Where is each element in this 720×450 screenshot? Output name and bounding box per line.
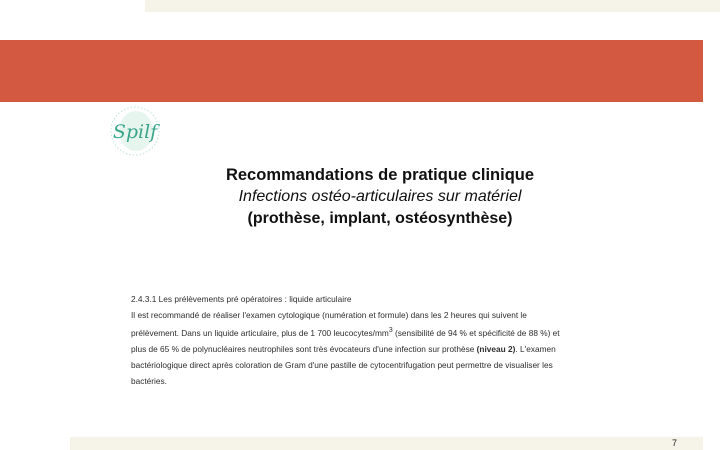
excerpt-body [131, 307, 569, 389]
evidence-level: (niveau 2) [476, 343, 516, 354]
spilf-logo [106, 105, 164, 157]
excerpt-text-3: . L'examen bactériologique direct après coloration de Gram d'une pastille de cytocentrifugation peut permettre de visualiser les bactéries. [131, 343, 556, 386]
top-decor-strip [145, 0, 720, 12]
excerpt-heading: 2.4.3.1 Les prélèvements pré opératoires : liquide articulaire [131, 294, 352, 304]
title-line-3: (prothèse, implant, ostéosynthèse) [247, 210, 513, 227]
footer-decor-strip [70, 437, 703, 450]
logo-text: Spilf [112, 121, 158, 143]
excerpt-superscript: 3 [388, 327, 393, 334]
header-band [0, 40, 703, 102]
excerpt-text-2: (sensibilité de 94 % et spécificité de 88 %) et plus de 65 % de polynucléaires neutrophiles sont très évocateurs d'une infection sur prothèse [131, 327, 560, 354]
title-line-1: Recommandations de pratique clinique [225, 166, 535, 184]
slide-title [150, 164, 610, 230]
excerpt-text-1: Il est recommandé de réaliser l'examen cytologique (numération et formule) dans les 2 heures qui suivent le prélèvement. Dans un liquide articulaire, plus de 1 700 leucocytes/mm [131, 310, 527, 338]
page-number: 7 [672, 438, 678, 448]
title-line-2: Infections ostéo-articulaires sur matériel [238, 188, 522, 205]
document-excerpt [131, 291, 569, 389]
